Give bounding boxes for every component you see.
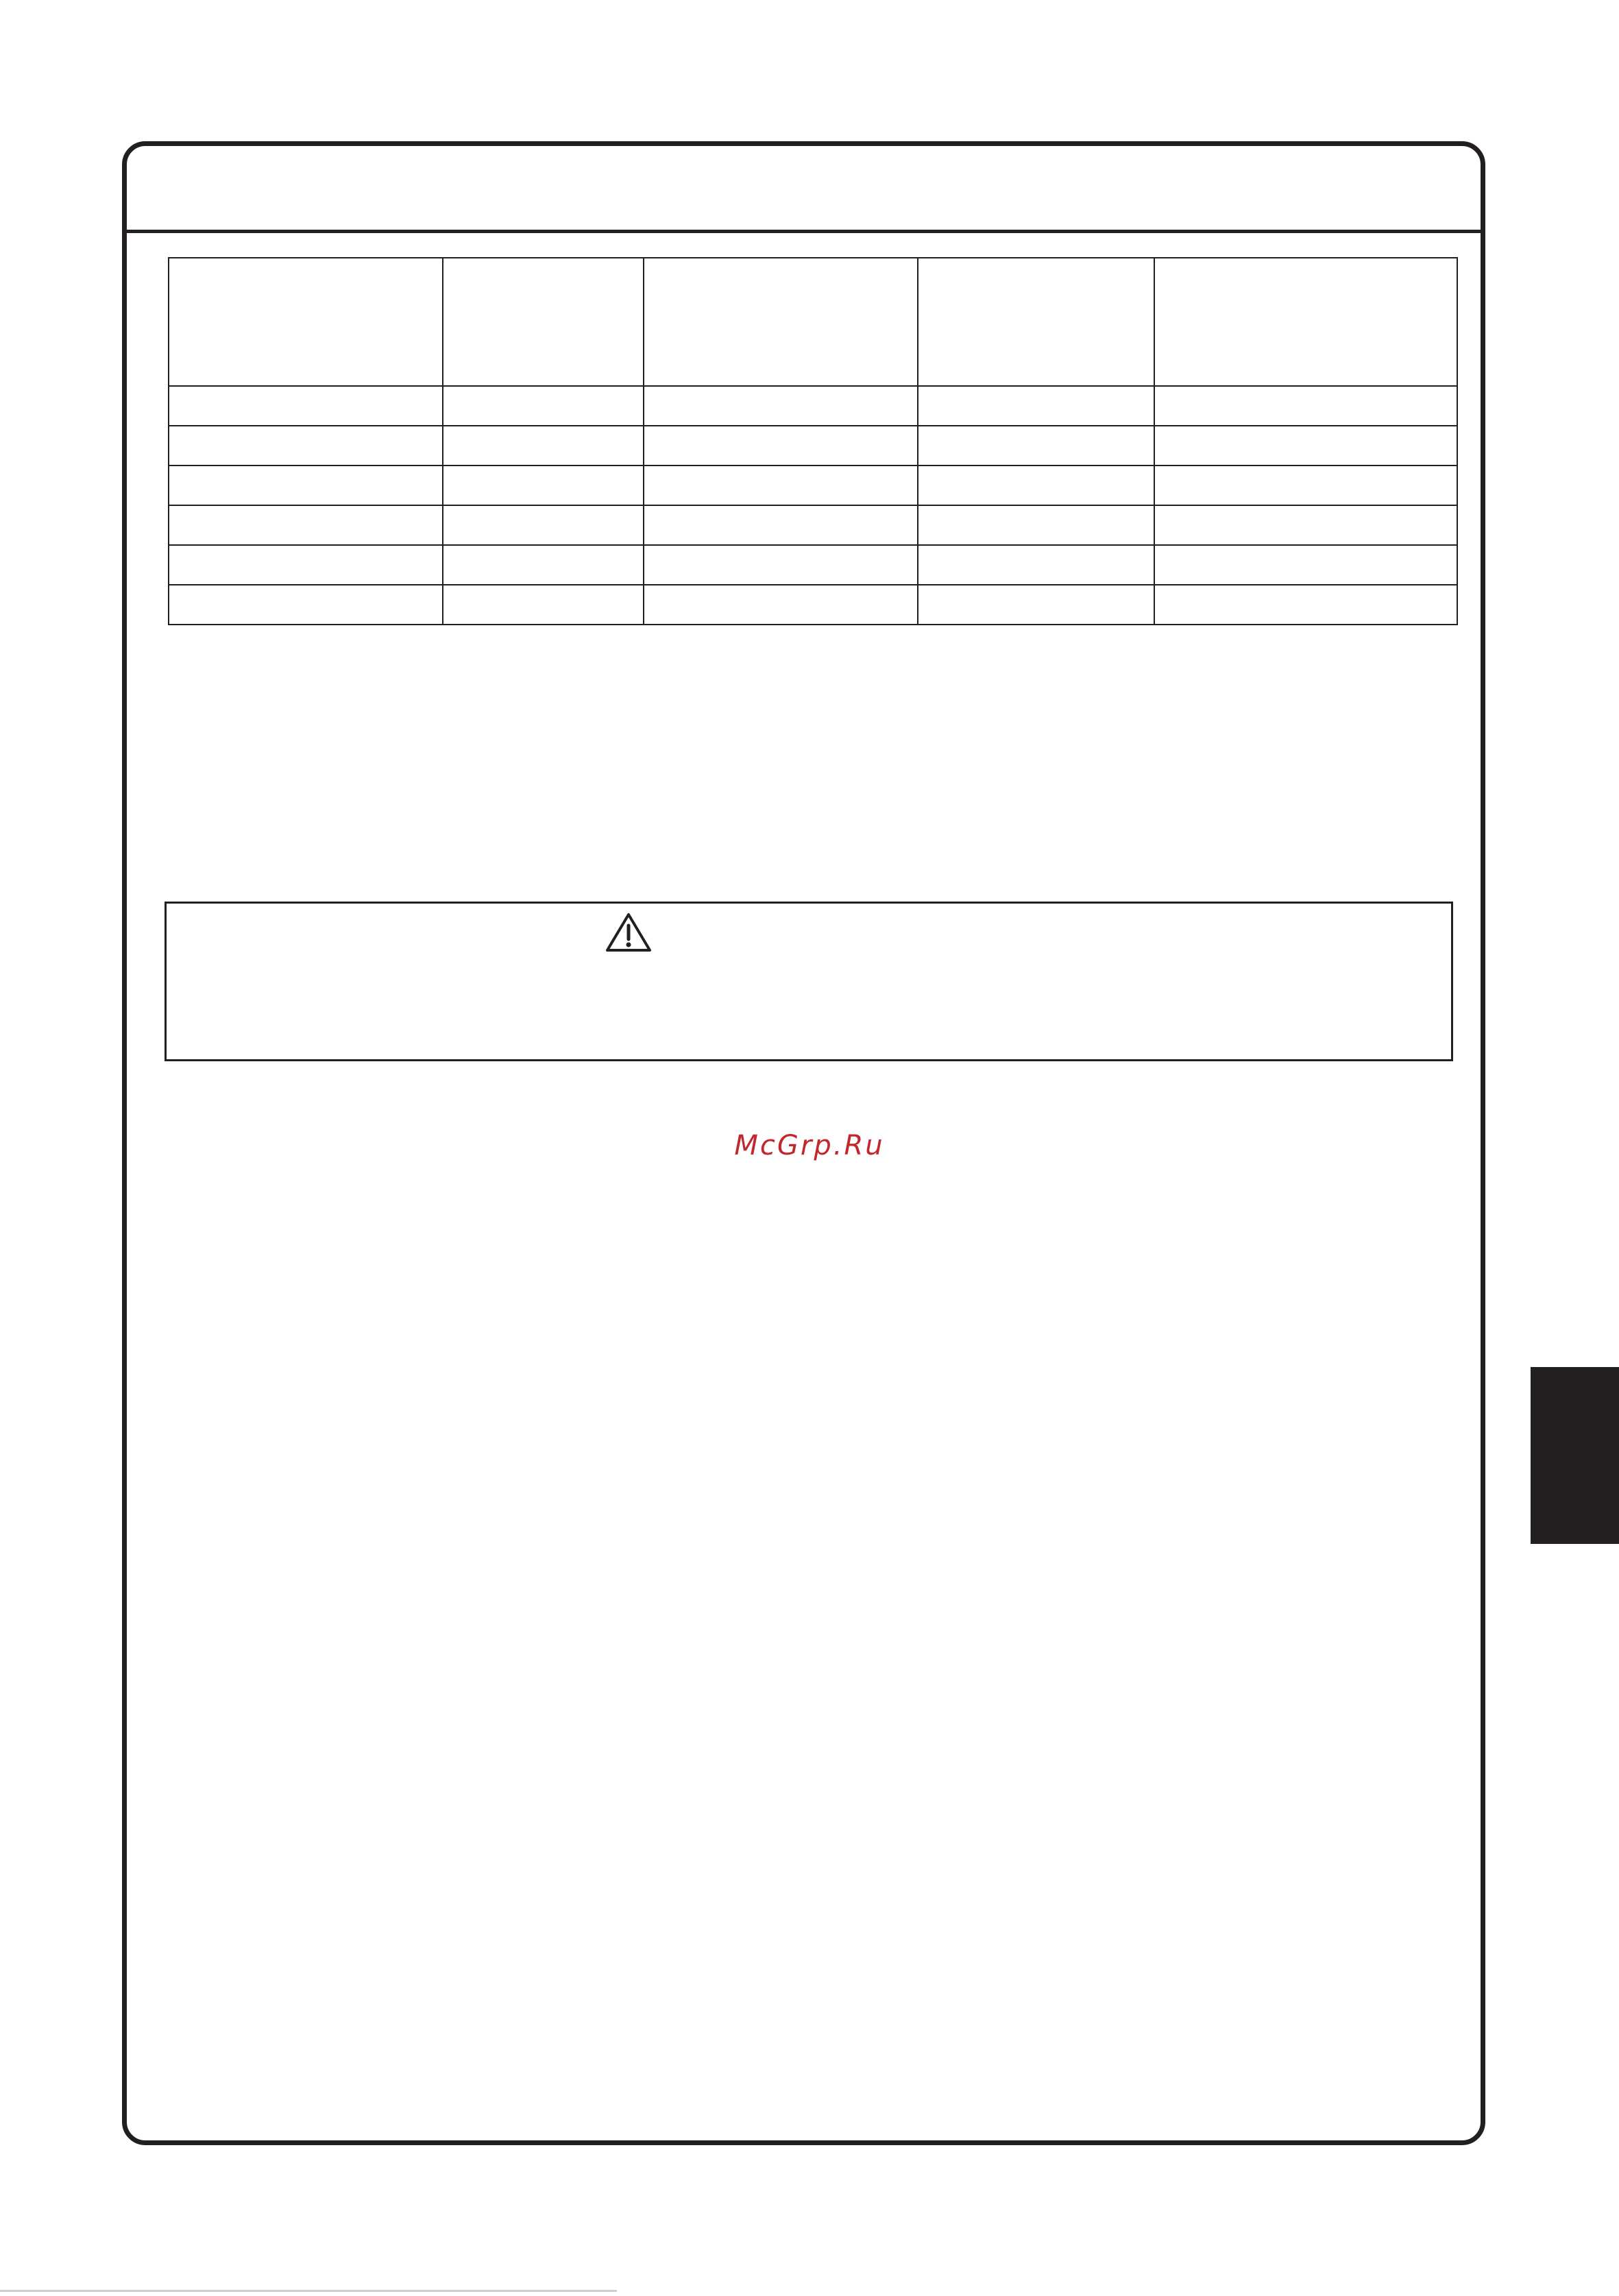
caution-box [165, 902, 1453, 1061]
table-cell [918, 426, 1154, 466]
table-cell [1154, 585, 1457, 625]
table-cell [644, 545, 918, 585]
table-cell [644, 386, 918, 426]
table-header-cell [443, 258, 644, 386]
table-cell [443, 585, 644, 625]
table-cell [169, 545, 443, 585]
table-cell [1154, 545, 1457, 585]
table-cell [918, 386, 1154, 426]
table-cell [644, 466, 918, 505]
table-row [169, 585, 1457, 625]
table-header-cell [1154, 258, 1457, 386]
table-cell [644, 505, 918, 545]
table-cell [169, 466, 443, 505]
table-cell [918, 545, 1154, 585]
table-header-cell [918, 258, 1154, 386]
table-header-cell [169, 258, 443, 386]
table-cell [1154, 426, 1457, 466]
table-cell [644, 585, 918, 625]
table-cell [169, 386, 443, 426]
table-cell [1154, 386, 1457, 426]
table-cell [443, 386, 644, 426]
table-cell [644, 426, 918, 466]
table-row [169, 505, 1457, 545]
table-cell [1154, 466, 1457, 505]
header-divider [122, 230, 1485, 233]
table-cell [443, 466, 644, 505]
table-cell [169, 505, 443, 545]
section-tab [1531, 1367, 1619, 1544]
table-cell [918, 505, 1154, 545]
table-row [169, 426, 1457, 466]
watermark-text: McGrp.Ru [734, 1130, 885, 1161]
table-row [169, 545, 1457, 585]
table-cell [169, 426, 443, 466]
table-header-cell [644, 258, 918, 386]
table-cell [918, 585, 1154, 625]
spec-table [168, 257, 1458, 625]
table-row [169, 466, 1457, 505]
warning-triangle-icon [605, 912, 652, 953]
table-cell [918, 466, 1154, 505]
table-cell [443, 545, 644, 585]
table-cell [443, 505, 644, 545]
table-header-row [169, 258, 1457, 386]
bottom-rule [0, 2290, 617, 2292]
table-cell [443, 426, 644, 466]
table-cell [1154, 505, 1457, 545]
table-cell [169, 585, 443, 625]
table-row [169, 386, 1457, 426]
